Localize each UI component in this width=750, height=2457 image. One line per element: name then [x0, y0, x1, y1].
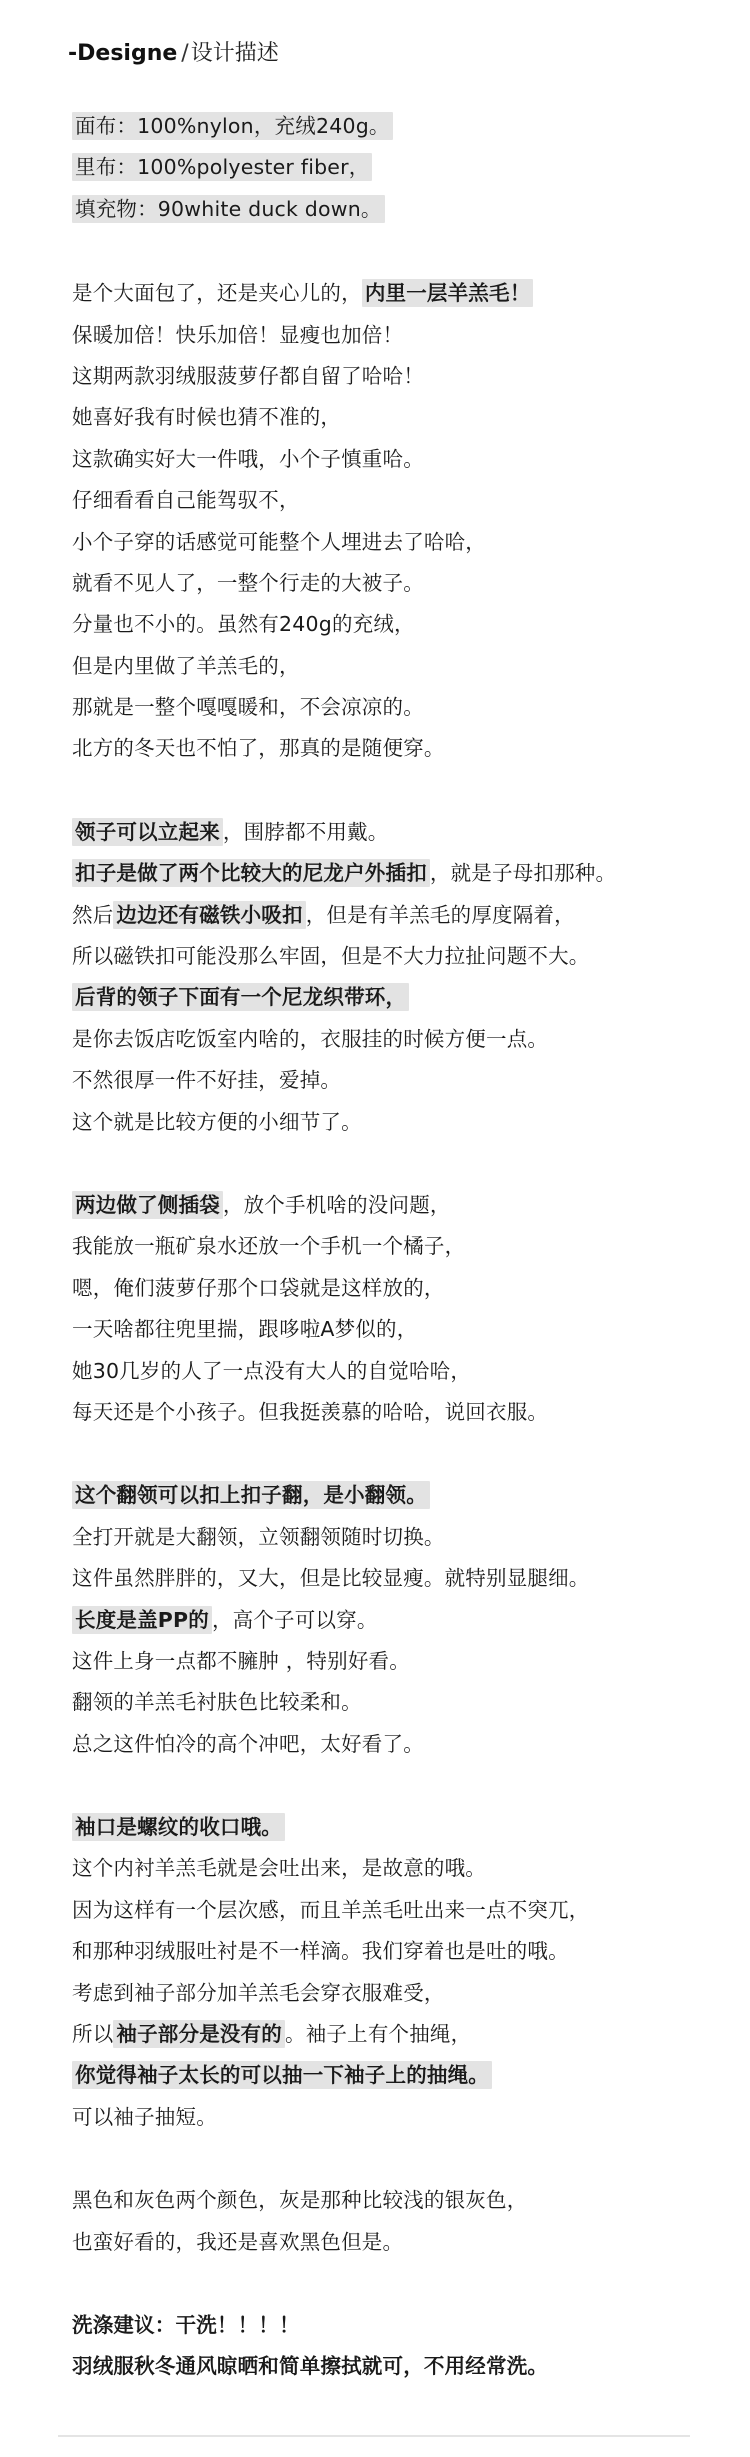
description-body [72, 106, 712, 2388]
text-line: 是你去饭店吃饭室内啥的，衣服挂的时候方便一点。 [72, 1026, 549, 1051]
text-line [72, 1807, 712, 1848]
text-segment: 是个大面包了，还是夹心儿的， [72, 281, 362, 306]
paragraph-gap [72, 770, 712, 812]
paragraph-gap [72, 2138, 712, 2180]
text-segment: ，围脖都不用戴。 [222, 819, 389, 844]
text-line [72, 1600, 712, 1641]
highlight-text: 你觉得袖子太长的可以抽一下袖子上的抽绳。 [72, 2061, 492, 2089]
text-line [72, 1475, 712, 1516]
paragraph-pockets [72, 1185, 712, 1433]
text-segment: ，放个手机啥的没问题， [222, 1192, 451, 1217]
text-line [72, 2055, 712, 2096]
text-line: 但是内里做了羊羔毛的， [72, 653, 300, 678]
text-line: 这款确实好大一件哦，小个子慎重哈。 [72, 446, 424, 471]
text-line: 她喜好我有时候也猜不准的， [72, 405, 342, 430]
paragraph-gap [72, 2263, 712, 2305]
text-line [72, 977, 712, 1018]
paragraph-cuffs [72, 1807, 712, 2138]
highlight-text: 两边做了侧插袋 [72, 1191, 223, 1219]
highlight-text: 边边还有磁铁小吸扣 [113, 901, 305, 929]
material-line [72, 147, 712, 188]
text-segment: 然后 [72, 902, 114, 927]
text-line: 考虑到袖子部分加羊羔毛会穿衣服难受， [72, 1980, 445, 2005]
text-segment: ，但是有羊羔毛的厚度隔着， [305, 902, 575, 927]
text-line: 所以磁铁扣可能没那么牢固，但是不大力拉扯问题不大。 [72, 944, 590, 969]
text-segment: 所以 [72, 2022, 114, 2047]
text-line: 黑色和灰色两个颜色，灰是那种比较浅的银灰色， [72, 2188, 528, 2213]
text-line [72, 895, 712, 936]
paragraph-colors [72, 2180, 712, 2263]
text-segment: 。袖子上有个抽绳， [285, 2022, 472, 2047]
text-line: 保暖加倍！快乐加倍！显瘦也加倍！ [72, 322, 404, 347]
highlight-text: 内里一层羊羔毛！ [362, 279, 534, 307]
text-line: 总之这件怕冷的高个冲吧，太好看了。 [72, 1731, 424, 1756]
paragraph-gap [72, 1765, 712, 1807]
paragraph-gap [72, 1433, 712, 1475]
materials-list [72, 106, 712, 230]
material-filling: 填充物：90white duck down。 [72, 195, 385, 223]
highlight-text: 长度是盖PP的 [72, 1606, 212, 1634]
paragraph-care [72, 2305, 712, 2388]
text-line: 那就是一整个嘎嘎暖和，不会凉凉的。 [72, 695, 424, 720]
section-subtitle: 设计描述 [190, 41, 279, 66]
paragraph-gap [72, 1143, 712, 1185]
text-line [72, 812, 712, 853]
text-line: 每天还是个小孩子。但我挺羡慕的哈哈，说回衣服。 [72, 1399, 549, 1424]
text-line [72, 1185, 712, 1226]
care-title: 洗涤建议：干洗！！！！ [72, 2312, 300, 2337]
text-line: 因为这样有一个层次感，而且羊羔毛吐出来一点不突兀， [72, 1897, 590, 1922]
section-header [68, 36, 279, 76]
text-line: 不然很厚一件不好挂，爱掉。 [72, 1068, 342, 1093]
text-line: 这个内衬羊羔毛就是会吐出来，是故意的哦。 [72, 1856, 486, 1881]
text-line: 一天啥都往兜里揣，跟哆啦A梦似的， [72, 1317, 418, 1342]
highlight-text: 扣子是做了两个比较大的尼龙户外插扣 [72, 859, 430, 887]
highlight-text: 袖子部分是没有的 [113, 2020, 285, 2048]
material-line [72, 106, 712, 147]
text-line: 我能放一瓶矿泉水还放一个手机一个橘子， [72, 1234, 466, 1259]
text-segment: ，就是子母扣那种。 [429, 861, 617, 886]
material-outer: 面布：100%nylon，充绒240g。 [72, 112, 393, 140]
text-segment: ，高个子可以穿。 [211, 1607, 378, 1632]
brand-title: -Designe [68, 41, 178, 66]
text-line: 北方的冬天也不怕了，那真的是随便穿。 [72, 736, 445, 761]
text-line: 全打开就是大翻领，立领翻领随时切换。 [72, 1524, 445, 1549]
paragraph-lapel [72, 1475, 712, 1765]
text-line: 分量也不小的。虽然有240g的充绒， [72, 612, 415, 637]
text-line: 这件上身一点都不臃肿 ，特别好看。 [72, 1648, 410, 1673]
paragraph-collar [72, 812, 712, 1143]
material-line [72, 189, 712, 230]
text-line [72, 2014, 712, 2055]
text-line: 和那种羽绒服吐衬是不一样滴。我们穿着也是吐的哦。 [72, 1939, 569, 1964]
text-line: 翻领的羊羔毛衬肤色比较柔和。 [72, 1690, 362, 1715]
text-line: 这期两款羽绒服菠萝仔都自留了哈哈！ [72, 363, 424, 388]
highlight-text: 领子可以立起来 [72, 818, 223, 846]
paragraph-gap [72, 230, 712, 273]
text-line: 可以袖子抽短。 [72, 2104, 217, 2129]
text-line [72, 853, 712, 894]
text-line [72, 273, 712, 314]
highlight-text: 这个翻领可以扣上扣子翻，是小翻领。 [72, 1481, 430, 1509]
material-lining: 里布：100%polyester fiber， [72, 153, 372, 181]
text-line: 这个就是比较方便的小细节了。 [72, 1109, 362, 1134]
header-separator: / [181, 41, 189, 66]
text-line: 小个子穿的话感觉可能整个人埋进去了哈哈， [72, 529, 486, 554]
highlight-text: 后背的领子下面有一个尼龙织带环， [72, 983, 409, 1011]
text-line: 嗯，俺们菠萝仔那个口袋就是这样放的， [72, 1275, 445, 1300]
text-line: 她30几岁的人了一点没有大人的自觉哈哈， [72, 1358, 472, 1383]
highlight-text: 袖口是螺纹的收口哦。 [72, 1813, 285, 1841]
care-text: 羽绒服秋冬通风晾晒和简单擦拭就可，不用经常洗。 [72, 2354, 549, 2379]
text-line: 这件虽然胖胖的，又大，但是比较显瘦。就特别显腿细。 [72, 1566, 590, 1591]
text-line: 仔细看看自己能驾驭不， [72, 488, 300, 513]
text-line: 也蛮好看的，我还是喜欢黑色但是。 [72, 2229, 404, 2254]
paragraph-overview [72, 273, 712, 770]
text-line: 就看不见人了，一整个行走的大被子。 [72, 570, 424, 595]
divider [58, 2435, 690, 2437]
